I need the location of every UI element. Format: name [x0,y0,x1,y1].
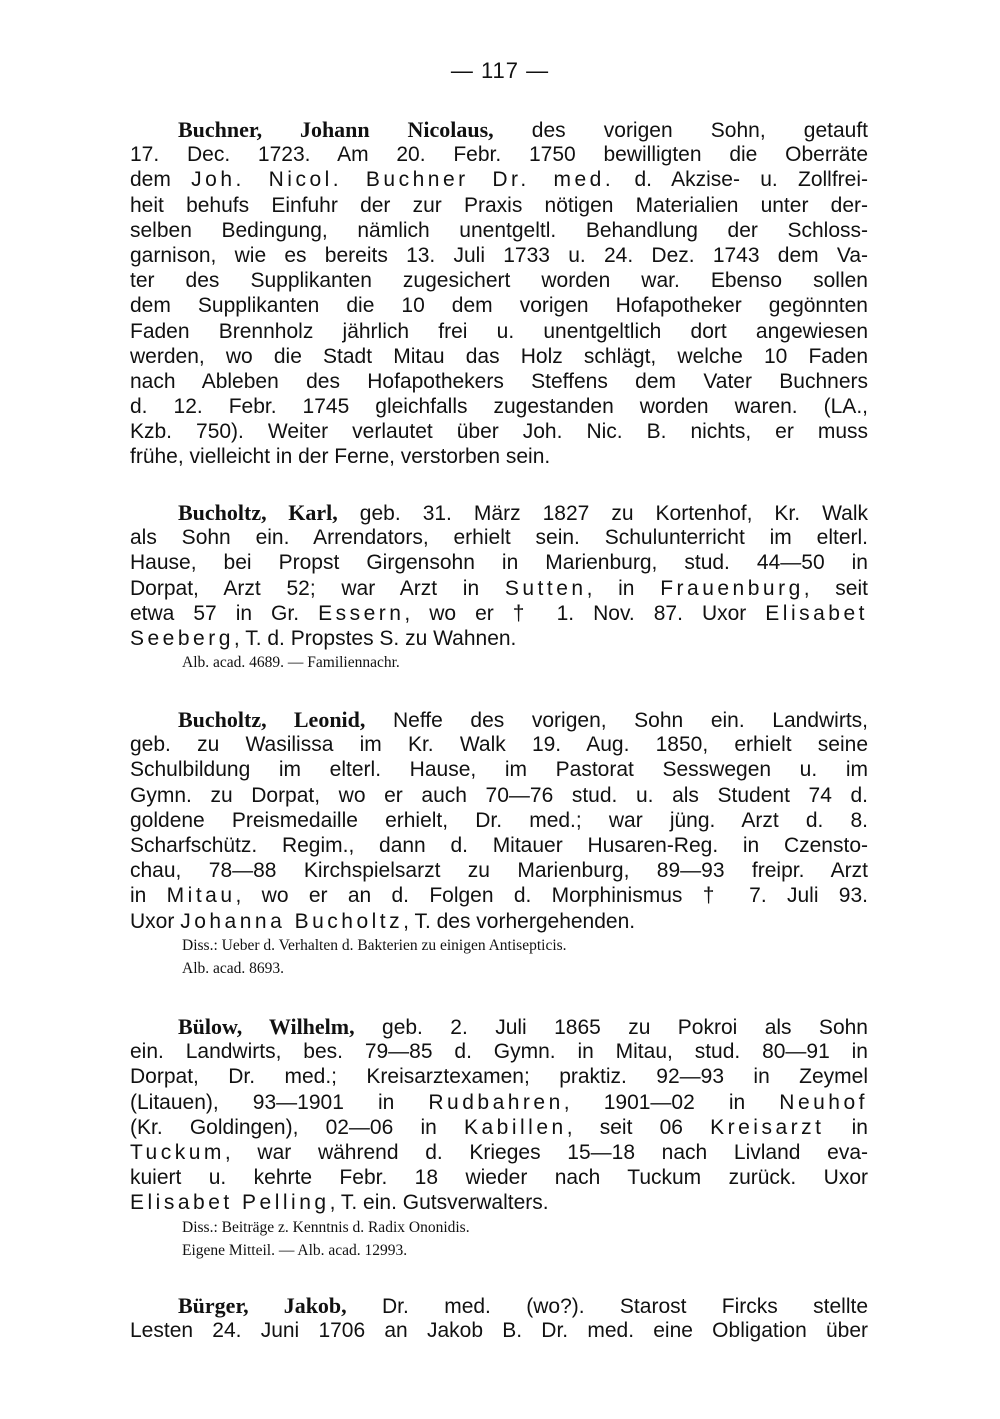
spaced-name: Kreisarzt [710,1115,825,1139]
spaced-name: Mitau [166,884,236,908]
entry-text: (Litauen), 93—1901 in [130,1090,429,1114]
spaced-name: Neuhof [779,1090,868,1114]
entry-text: des vorigen Sohn, getauft [493,119,868,142]
entry-heading: Bucholtz, Karl, [178,500,338,525]
entry-text: geb. 2. Juli 1865 zu Pokroi als Sohn [354,1016,868,1039]
entry-line: garnison, wie es bereits 13. Juli 1733 u. 24. Dez. 1743 dem Va- [130,243,868,267]
entry-text: , T. d. Propstes S. zu Wahnen. [233,626,517,650]
entry-text: dem [130,168,192,192]
entry-line: Gymn. zu Dorpat, wo er auch 70—76 stud. u. als Student 74 d. [130,783,868,807]
entry-text: Dorpat, Arzt 52; war Arzt in [130,576,505,600]
entry-line [130,117,868,142]
entry-line: chau, 78—88 Kirchspielsarzt zu Marienburg, 89—93 freipr. Arzt [130,859,868,883]
entry-line [130,601,868,626]
spaced-name: Elisabet [765,601,868,625]
spaced-name: Johanna Bucholtz [180,909,404,933]
spaced-name: Elisabet Pelling [130,1191,330,1215]
entry-line: ein. Landwirts, bes. 79—85 d. Gymn. in Mitau, stud. 80—91 in [130,1040,868,1064]
reference-note: Alb. acad. 4689. — Familiennachr. [182,654,400,672]
entry-bucholtz-karl [130,500,868,674]
entry-text: geb. 31. März 1827 zu Kortenhof, Kr. Walk [337,502,869,525]
spaced-name: Essern [318,601,405,625]
entry-line [130,1293,868,1318]
entry-line: Scharfschütz. Regim., dann d. Mitauer Husaren-Reg. in Czensto- [130,833,868,857]
spaced-name: Tuckum [130,1140,225,1164]
page-number: — 117 — [450,58,550,83]
entry-text: , seit 06 [566,1115,711,1139]
entry-line: frühe, vielleicht in der Ferne, verstorben sein. [130,445,551,469]
entry-line: als Sohn ein. Arrendators, erhielt sein. Schulunterricht im elterl. [130,526,868,550]
entry-line: dem Supplikanten die 10 dem vorigen Hofapotheker gegönnten [130,294,868,318]
entry-heading: Bülow, Wilhelm, [178,1014,355,1039]
entry-text: in [824,1115,868,1139]
entry-line [130,1090,868,1115]
spaced-name: Kabillen [463,1115,567,1139]
entry-line [130,909,868,934]
entry-buerger-jakob [130,1293,868,1343]
entry-bucholtz-leonid [130,707,868,980]
spaced-name: Frauenburg [660,576,804,600]
reference-note: Eigene Mitteil. — Alb. acad. 12993. [182,1241,408,1259]
entry-heading: Bucholtz, Leonid, [178,707,366,732]
entry-line: 17. Dec. 1723. Am 20. Febr. 1750 bewilligten die Oberräte [130,143,868,167]
entry-text: , T. ein. Gutsverwalters. [329,1191,549,1215]
entry-line [130,500,868,525]
spaced-name: Joh. Nicol. Buchner Dr. med. [191,168,615,192]
entry-line: heit behufs Einfuhr der zur Praxis nötigen Materialien unter der- [130,193,868,217]
entry-buelow-wilhelm [130,1014,868,1262]
entry-line [130,1190,868,1215]
entry-line: Faden Brennholz jährlich frei u. unentgeltlich dort angewiesen [130,319,868,343]
entry-heading: Buchner, Johann Nicolaus, [178,117,494,142]
entry-line: Kzb. 750). Weiter verlautet über Joh. Nic. B. nichts, er muss [130,420,868,444]
entry-line: Hause, bei Propst Girgensohn in Marienburg, stud. 44—50 in [130,551,868,575]
entry-text: , 1901—02 in [563,1090,780,1114]
spaced-name: Sutten [504,576,587,600]
entry-line [130,1115,868,1140]
entry-heading: Bürger, Jakob, [178,1293,347,1318]
entry-text: , T. des vorhergehenden. [403,909,636,933]
entry-text: etwa 57 in Gr. [130,601,319,625]
entry-line [130,707,868,732]
entry-line [130,167,868,192]
entry-line: nach Ableben des Hofapothekers Steffens dem Vater Buchners [130,369,868,393]
entry-text: , wo er an d. Folgen d. Morphinismus † 7. Juli 93. [235,884,869,908]
entry-text: , seit [803,576,868,600]
entry-line [130,1014,868,1039]
entry-buchner-johann-nicolaus [130,117,868,470]
entry-text: d. Akzise- u. Zollfrei- [614,168,869,192]
entry-line: selben Bedingung, nämlich unentgeltl. Behandlung der Schloss- [130,218,868,242]
entry-line: geb. zu Wasilissa im Kr. Walk 19. Aug. 1850, erhielt seine [130,733,868,757]
entry-line: Dorpat, Dr. med.; Kreisarztexamen; praktiz. 92—93 in Zeymel [130,1065,868,1089]
entry-line: Schulbildung im elterl. Hause, im Pastorat Sesswegen u. im [130,758,868,782]
entry-line: ter des Supplikanten zugesichert worden war. Ebenso sollen [130,269,868,293]
entry-text: Uxor [130,909,181,933]
entry-text: in [130,884,167,908]
entry-line: Lesten 24. Juni 1706 an Jakob B. Dr. med. eine Obligation über [130,1319,868,1343]
entry-line: goldene Preismedaille erhielt, Dr. med.; war jüng. Arzt d. 8. [130,808,868,832]
entry-text: , in [586,576,661,600]
entry-line [130,883,868,908]
entry-text: , war während d. Krieges 15—18 nach Livland eva- [224,1140,868,1164]
entry-line: kuiert u. kehrte Febr. 18 wieder nach Tuckum zurück. Uxor [130,1166,868,1190]
entry-line: werden, wo die Stadt Mitau das Holz schlägt, welche 10 Faden [130,344,868,368]
entry-text: (Kr. Goldingen), 02—06 in [130,1115,464,1139]
entry-text: Neffe des vorigen, Sohn ein. Landwirts, [365,709,868,732]
reference-note: Alb. acad. 8693. [182,959,285,977]
entry-line [130,626,868,651]
spaced-name: Seeberg [130,626,234,650]
entry-text: , wo er † 1. Nov. 87. Uxor [404,601,766,625]
reference-note: Diss.: Ueber d. Verhalten d. Bakterien zu einigen Antisepticis. [182,936,567,954]
entry-line: d. 12. Febr. 1745 gleichfalls zugestanden worden waren. (LA., [130,395,868,419]
entry-text: Dr. med. (wo?). Starost Fircks stellte [346,1295,868,1318]
entry-line [130,1140,868,1165]
spaced-name: Rudbahren [428,1090,564,1114]
reference-note: Diss.: Beiträge z. Kenntnis d. Radix Ononidis. [182,1218,470,1236]
entry-line [130,576,868,601]
